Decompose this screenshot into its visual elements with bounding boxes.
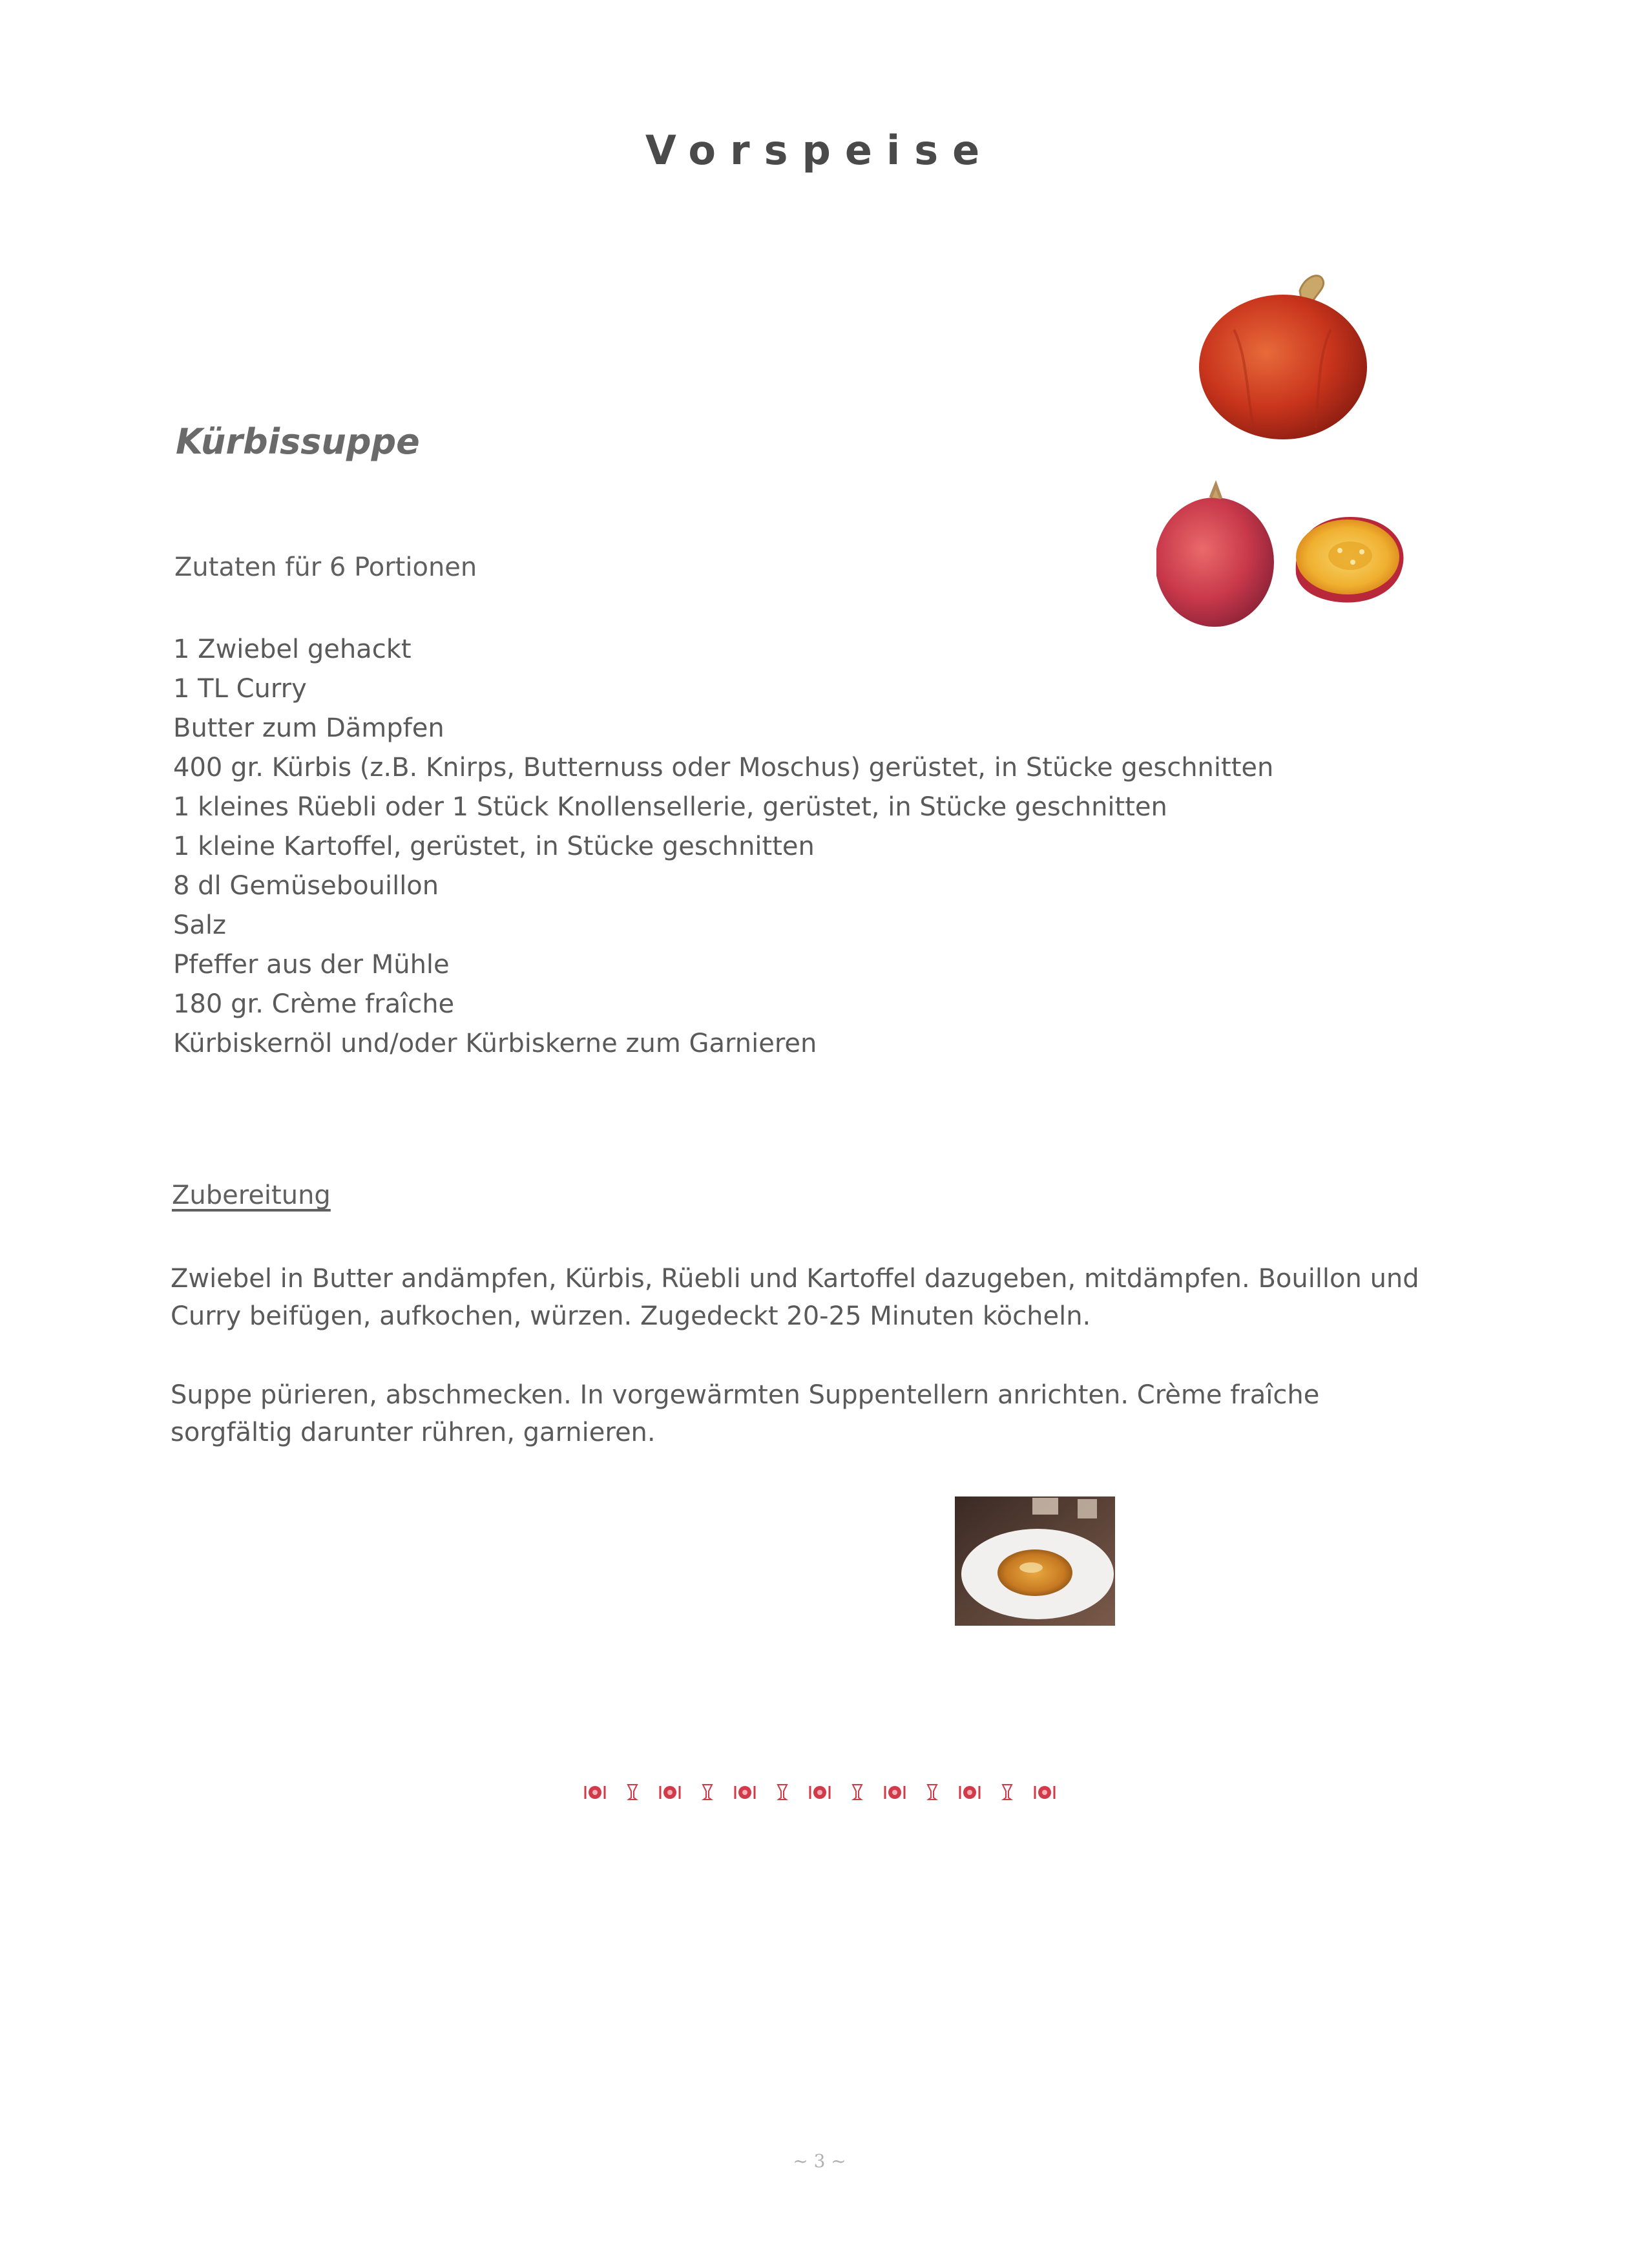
glass-icon [851, 1782, 864, 1801]
ingredient-item: Pfeffer aus der Mühle [173, 950, 450, 980]
ingredient-item: Kürbiskernöl und/oder Kürbiskerne zum Garnieren [173, 1029, 817, 1058]
ingredient-item: 1 kleines Rüebli oder 1 Stück Knollensellerie, gerüstet, in Stücke geschnitten [173, 792, 1167, 822]
ingredient-item: 1 Zwiebel gehackt [173, 635, 412, 664]
preparation-step: Suppe pürieren, abschmecken. In vorgewärmten Suppentellern anrichten. Crème fraîche sorgfältig darunter rühren, garnieren. [171, 1380, 1320, 1447]
plate-icon [658, 1782, 682, 1801]
glass-icon [701, 1782, 714, 1801]
servings-label: Zutaten für 6 Portionen [174, 552, 477, 582]
soup-plate-photo [955, 1496, 1115, 1626]
ingredient-item: 400 gr. Kürbis (z.B. Knirps, Butternuss oder Moschus) gerüstet, in Stücke geschnitten [173, 753, 1274, 782]
recipe-title: Kürbissuppe [176, 421, 420, 462]
ingredient-item: Butter zum Dämpfen [173, 713, 444, 743]
plate-icon [733, 1782, 757, 1801]
page-number: ~ 3 ~ [793, 2150, 846, 2172]
glass-icon [776, 1782, 789, 1801]
ingredient-list [173, 630, 1465, 1064]
ingredient-item: 8 dl Gemüsebouillon [173, 871, 439, 901]
plate-icon [583, 1782, 607, 1801]
plate-icon [958, 1782, 981, 1801]
preparation-step: Zwiebel in Butter andämpfen, Kürbis, Rüebli und Kartoffel dazugeben, mitdämpfen. Bouillon und Curry beifügen, aufkochen, würzen. Zugedeckt 20-25 Minuten köcheln. [171, 1264, 1419, 1331]
preparation-heading: Zubereitung [172, 1181, 331, 1210]
ornament-divider [0, 1782, 1639, 1801]
section-title: Vorspeise [645, 127, 994, 174]
glass-icon [1001, 1782, 1014, 1801]
glass-icon [926, 1782, 939, 1801]
plate-icon [808, 1782, 831, 1801]
ingredient-item: 1 TL Curry [173, 674, 307, 704]
plate-icon [1033, 1782, 1056, 1801]
ingredient-item: Salz [173, 910, 227, 940]
glass-icon [626, 1782, 639, 1801]
plate-icon [883, 1782, 906, 1801]
ingredient-item: 1 kleine Kartoffel, gerüstet, in Stücke geschnitten [173, 832, 815, 861]
ingredient-item: 180 gr. Crème fraîche [173, 989, 455, 1019]
pumpkin-photo [1156, 265, 1408, 646]
